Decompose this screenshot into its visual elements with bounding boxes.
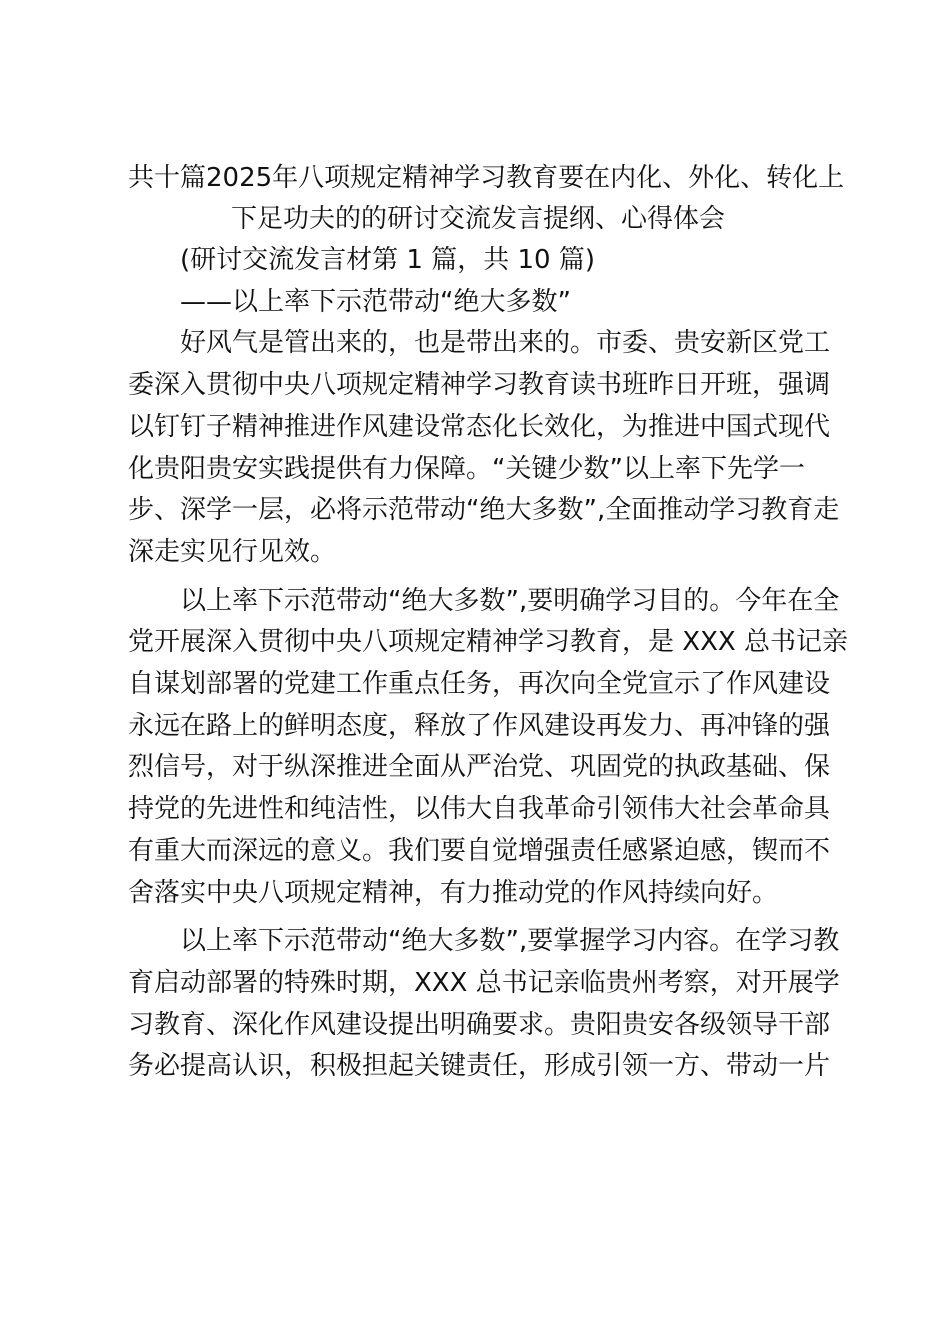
paragraph-row: 以上率下示范带动“绝大多数”,要明确学习目的。今年在全: [180, 585, 840, 616]
paragraph-row: 党开展深入贯彻中央八项规定精神学习教育，是 XXX 总书记亲: [128, 627, 848, 658]
paragraph-row: 育启动部署的特殊时期，XXX 总书记亲临贵州考察，对开展学: [128, 967, 840, 998]
paragraph-row: 永远在路上的鲜明态度，释放了作风建设再发力、再冲锋的强: [128, 710, 831, 741]
paragraph-row: 务必提高认识，积极担起关键责任，形成引领一方、带动一片: [128, 1051, 831, 1082]
paragraph-row: 好风气是管出来的，也是带出来的。市委、贵安新区党工: [180, 328, 831, 359]
paragraph-row: 烈信号，对于纵深推进全面从严治党、巩固党的执政基础、保: [128, 752, 831, 783]
paragraph-row: 委深入贯彻中央八项规定精神学习教育读书班昨日开班，强调: [128, 370, 831, 401]
paragraph-row: 步、深学一层，必将示范带动“绝大多数”,全面推动学习教育走: [128, 495, 840, 526]
paragraph-row: 化贵阳贵安实践提供有力保障。“关键少数”以上率下先学一: [128, 453, 805, 484]
paragraph-row: 舍落实中央八项规定精神，有力推动党的作风持续向好。: [128, 877, 779, 908]
document-heading: ——以上率下示范带动“绝大多数”: [180, 286, 571, 317]
paragraph-row: 习教育、深化作风建设提出明确要求。贵阳贵安各级领导干部: [128, 1009, 831, 1040]
paragraph-row: 自谋划部署的党建工作重点任务，再次向全党宣示了作风建设: [128, 669, 831, 700]
paragraph-3: [128, 921, 840, 1088]
paragraph-1: [128, 323, 840, 573]
document-title: [128, 158, 845, 240]
paragraph-row: 以钉钉子精神推进作风建设常态化长效化，为推进中国式现代: [128, 411, 831, 442]
document-subtitle: (研讨交流发言材第 1 篇，共 10 篇): [180, 245, 595, 275]
paragraph-row: 持党的先进性和纯洁性，以伟大自我革命引领伟大社会革命具: [128, 794, 831, 825]
title-line-2: 下足功夫的的研讨交流发言提纲、心得体会: [230, 204, 725, 234]
document-page: [128, 158, 848, 1088]
paragraph-2: [128, 581, 848, 915]
paragraph-row: 以上率下示范带动“绝大多数”,要掌握学习内容。在学习教: [180, 926, 840, 957]
paragraph-row: 有重大而深远的意义。我们要自觉增强责任感紧迫感，锲而不: [128, 835, 831, 866]
paragraph-row: 深走实见行见效。: [128, 536, 337, 567]
title-line-1: 共十篇2025年八项规定精神学习教育要在内化、外化、转化上: [128, 163, 845, 193]
